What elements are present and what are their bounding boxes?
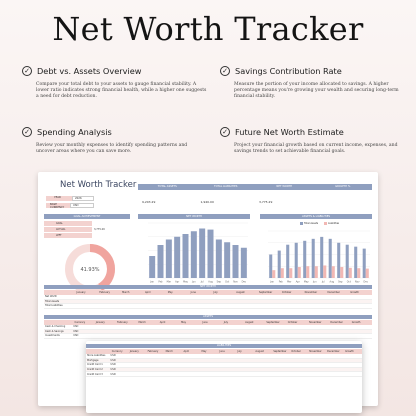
currency-label: BASE CURRENCY xyxy=(46,203,70,208)
assets-liabilities-bar-chart xyxy=(260,228,372,284)
currency-cell[interactable]: USD xyxy=(110,354,116,358)
row-label: Credit Card 1 xyxy=(87,363,103,367)
kpi-label: NET WORTH xyxy=(276,185,293,188)
chart-legend xyxy=(300,222,339,225)
month-column-header: August xyxy=(236,290,245,294)
months-header-row xyxy=(44,320,372,325)
month-column-header: December xyxy=(327,290,340,294)
row-label: Total Assets xyxy=(45,299,60,303)
kpi-value xyxy=(314,200,373,204)
month-column-header: January xyxy=(129,349,139,353)
row-label: Credit Card 3 xyxy=(87,372,103,376)
panel-title: NET WORTH xyxy=(186,215,202,218)
months-header-row xyxy=(86,349,362,354)
kpi-value: 3,775.29 xyxy=(259,200,273,204)
x-tick-label: Jun xyxy=(192,280,196,284)
month-column-header: July xyxy=(213,290,218,294)
month-column-header: April xyxy=(159,320,166,324)
net-worth-bar-apr xyxy=(174,237,180,278)
x-tick-label: May xyxy=(183,280,188,284)
feature-heading: Future Net Worth Estimate xyxy=(235,127,344,137)
panel-title: ASSETS & LIABILITIES xyxy=(302,215,330,218)
goal-header xyxy=(44,214,130,219)
month-column-header: April xyxy=(183,349,190,353)
month-column-header: August xyxy=(245,320,254,324)
month-column-header: January xyxy=(76,290,86,294)
month-column-header: December xyxy=(327,349,340,353)
assets-liab-bar-liabilities-feb xyxy=(281,268,284,278)
table-row xyxy=(44,334,372,339)
net-worth-bar-jun xyxy=(191,231,197,278)
x-tick-label: Aug xyxy=(329,280,334,284)
kpi-value: 1,940.00 xyxy=(200,200,214,204)
x-tick-label: Jul xyxy=(200,280,204,284)
net-worth-bar-oct xyxy=(224,242,230,278)
kpi-labels xyxy=(138,184,372,190)
assets-liab-bar-total-assets-jun xyxy=(312,239,315,278)
month-column-header: January xyxy=(95,320,105,324)
month-column-header: October xyxy=(281,290,292,294)
table-row xyxy=(86,372,362,377)
net-worth-bar-nov xyxy=(233,245,239,278)
net-worth-bar-may xyxy=(183,234,189,278)
assets-liab-bar-total-assets-apr xyxy=(295,243,298,278)
legend-item: Liabilities xyxy=(324,222,339,225)
net-worth-bar-aug xyxy=(208,230,214,278)
assets-liab-bar-liabilities-sep xyxy=(340,267,343,278)
currency-cell[interactable]: USD xyxy=(73,329,79,333)
x-tick-label: Mar xyxy=(287,280,292,284)
month-column-header: June xyxy=(219,349,225,353)
row-label: Net Worth xyxy=(45,295,58,299)
x-tick-label: Jun xyxy=(312,280,317,284)
row-label: Investments xyxy=(45,334,60,338)
kpi-label: TOTAL ASSETS xyxy=(157,185,177,188)
month-column-header: May xyxy=(167,290,173,294)
month-column-header: July xyxy=(223,320,229,324)
kpi-label: TOTAL LIABILITIES xyxy=(214,185,238,188)
month-column-header: August xyxy=(255,349,264,353)
liabilities-sheet xyxy=(86,341,362,413)
row-label: Cash & Checking xyxy=(45,325,66,329)
x-tick-label: Oct xyxy=(346,280,351,284)
x-tick-label: Apr xyxy=(295,280,300,284)
month-column-header: April xyxy=(144,290,151,294)
feature-description: Measure the portion of your income allocated to savings. A higher percentage means you're growing your wealth and securing long-term financial stability. xyxy=(234,82,399,100)
month-column-header: Growth xyxy=(350,290,359,294)
assets-liab-bar-total-assets-sep xyxy=(337,243,340,278)
year-value[interactable]: 2026 xyxy=(72,196,94,201)
month-column-header: May xyxy=(201,349,207,353)
feature-heading: Spending Analysis xyxy=(37,127,112,137)
feature-heading: Savings Contribution Rate xyxy=(235,66,342,76)
currency-cell[interactable]: USD xyxy=(110,363,116,367)
feature-description: Compare your total debt to your assets to gauge financial stability. A lower ratio indicates strong financial health, while a higher one suggests a need for debt reduction. xyxy=(36,82,207,100)
assets-liab-bar-liabilities-oct xyxy=(349,268,352,278)
goal-row: GOAL xyxy=(44,221,130,226)
x-tick-label: Nov xyxy=(355,280,360,284)
net-worth-section-header: NET WORTH xyxy=(44,285,372,289)
net-worth-table xyxy=(44,295,372,309)
month-column-header: September xyxy=(273,349,287,353)
month-column-header: October xyxy=(291,349,301,353)
kpi-values xyxy=(138,200,372,204)
month-column-header: February xyxy=(117,320,128,324)
x-tick-label: Dec xyxy=(241,280,247,284)
x-tick-label: Aug xyxy=(208,280,213,284)
currency-cell[interactable]: USD xyxy=(73,334,79,338)
month-column-header: June xyxy=(190,290,196,294)
feature-spending xyxy=(22,127,207,155)
liabilities-section-header: LIABILITIES xyxy=(86,344,362,348)
net-worth-bar-chart xyxy=(138,220,250,284)
feature-heading: Debt vs. Assets Overview xyxy=(37,66,142,76)
month-column-header: March xyxy=(138,320,146,324)
check-circle-icon: ✓ xyxy=(22,66,32,76)
feature-savings-rate xyxy=(220,66,405,101)
currency-cell[interactable]: USD xyxy=(110,368,116,372)
goal-header-label: GOAL ACHIEVEMENT xyxy=(73,215,101,218)
x-tick-label: Sep xyxy=(216,280,222,284)
kpi-value: 9,203.29 xyxy=(142,200,156,204)
month-column-header: September xyxy=(259,290,273,294)
x-tick-label: Feb xyxy=(278,280,283,284)
x-tick-label: Feb xyxy=(158,280,163,284)
month-column-header: March xyxy=(165,349,173,353)
month-column-header: October xyxy=(287,320,298,324)
currency-row xyxy=(46,203,94,208)
assets-liab-bar-liabilities-dec xyxy=(366,269,369,278)
month-column-header: November xyxy=(304,290,318,294)
month-column-header: March xyxy=(122,290,130,294)
assets-liab-bar-total-assets-aug xyxy=(329,239,332,278)
assets-liab-bar-total-assets-mar xyxy=(286,245,289,278)
currency-cell[interactable]: USD xyxy=(110,358,116,362)
x-tick-label: Jan xyxy=(150,280,154,284)
feature-future-estimate xyxy=(220,127,405,155)
assets-liab-bar-total-assets-jan xyxy=(269,255,272,279)
assets-liab-bar-total-assets-may xyxy=(303,241,306,278)
sheet-title: Net Worth Tracker xyxy=(60,180,137,190)
x-tick-label: Jul xyxy=(321,280,325,284)
assets-liab-bar-total-assets-oct xyxy=(346,245,349,278)
assets-liab-bar-total-assets-jul xyxy=(320,237,323,278)
assets-section-header: ASSETS xyxy=(44,315,372,319)
currency-value[interactable]: USD xyxy=(70,203,94,208)
net-worth-bar-jul xyxy=(199,229,205,279)
currency-cell[interactable]: USD xyxy=(110,372,116,376)
x-tick-label: Sep xyxy=(338,280,343,284)
assets-liab-bar-total-assets-feb xyxy=(278,251,281,278)
row-label: Mortgage xyxy=(87,358,99,362)
goal-table xyxy=(44,221,130,238)
x-tick-label: Jan xyxy=(270,280,275,284)
assets-liab-bar-liabilities-jun xyxy=(315,266,318,278)
assets-liab-bar-liabilities-apr xyxy=(298,267,301,278)
assets-table xyxy=(44,325,372,339)
month-column-header: February xyxy=(147,349,159,353)
x-tick-label: Apr xyxy=(175,280,180,284)
month-column-header: June xyxy=(202,320,208,324)
row-label: Store Liabilities xyxy=(87,354,106,358)
currency-column-header: Currency xyxy=(74,320,86,324)
assets-liab-bar-liabilities-mar xyxy=(289,268,292,278)
assets-panel-header xyxy=(260,214,372,219)
x-tick-label: May xyxy=(303,280,309,284)
row-label: Credit Card 2 xyxy=(87,368,103,372)
assets-liab-bar-liabilities-nov xyxy=(357,268,360,278)
table-row xyxy=(44,304,372,309)
feature-debt-assets xyxy=(22,66,207,101)
assets-liab-bar-liabilities-may xyxy=(306,266,309,278)
month-column-header: February xyxy=(99,290,110,294)
currency-column-header: Currency xyxy=(111,349,123,353)
net-worth-bar-dec xyxy=(241,248,247,278)
net-worth-bar-jan xyxy=(149,256,155,278)
month-column-header: July xyxy=(237,349,242,353)
check-circle-icon: ✓ xyxy=(22,127,32,137)
assets-liab-bar-total-assets-dec xyxy=(363,249,366,278)
donut-label: 41.93% xyxy=(80,267,100,273)
x-tick-label: Dec xyxy=(363,280,368,284)
month-column-header: May xyxy=(181,320,187,324)
x-tick-label: Nov xyxy=(233,280,238,284)
net-worth-panel-header xyxy=(138,214,250,219)
assets-liab-bar-liabilities-jan xyxy=(272,270,275,278)
net-worth-bar-sep xyxy=(216,240,222,279)
feature-description: Review your monthly expenses to identify spending patterns and uncover areas where you can save more. xyxy=(36,143,188,155)
assets-liab-bar-total-assets-nov xyxy=(354,247,357,278)
x-tick-label: Mar xyxy=(166,280,172,284)
month-column-header: Growth xyxy=(351,320,361,324)
months-header-row xyxy=(44,290,372,295)
assets-liab-bar-liabilities-aug xyxy=(332,266,335,278)
page-title: Net Worth Tracker xyxy=(52,10,364,48)
legend-item: Total Assets xyxy=(300,222,318,225)
month-column-header: Growth xyxy=(345,349,354,353)
year-row xyxy=(46,196,94,201)
liabilities-table xyxy=(86,354,362,377)
goal-row: LEFT xyxy=(44,233,130,238)
month-column-header: December xyxy=(330,320,343,324)
net-worth-bar-mar xyxy=(166,240,172,279)
month-column-header: November xyxy=(309,320,322,324)
row-label: Total Liabilities xyxy=(45,304,63,308)
check-circle-icon: ✓ xyxy=(220,127,230,137)
currency-cell[interactable]: USD xyxy=(73,325,79,329)
kpi-label: GROWTH % xyxy=(335,185,351,188)
row-label: Cash & Savings xyxy=(45,329,64,333)
check-circle-icon: ✓ xyxy=(220,66,230,76)
month-column-header: September xyxy=(266,320,280,324)
month-column-header: November xyxy=(309,349,322,353)
assets-liab-bar-liabilities-jul xyxy=(323,265,326,278)
year-label: YEAR xyxy=(46,196,72,201)
x-tick-label: Oct xyxy=(225,280,230,284)
feature-description: Project your financial growth based on current income, expenses, and savings trends to set achievable financial goals. xyxy=(234,143,398,155)
goal-row: ACTUAL 3,775.29 xyxy=(44,227,130,232)
net-worth-bar-feb xyxy=(158,245,164,278)
